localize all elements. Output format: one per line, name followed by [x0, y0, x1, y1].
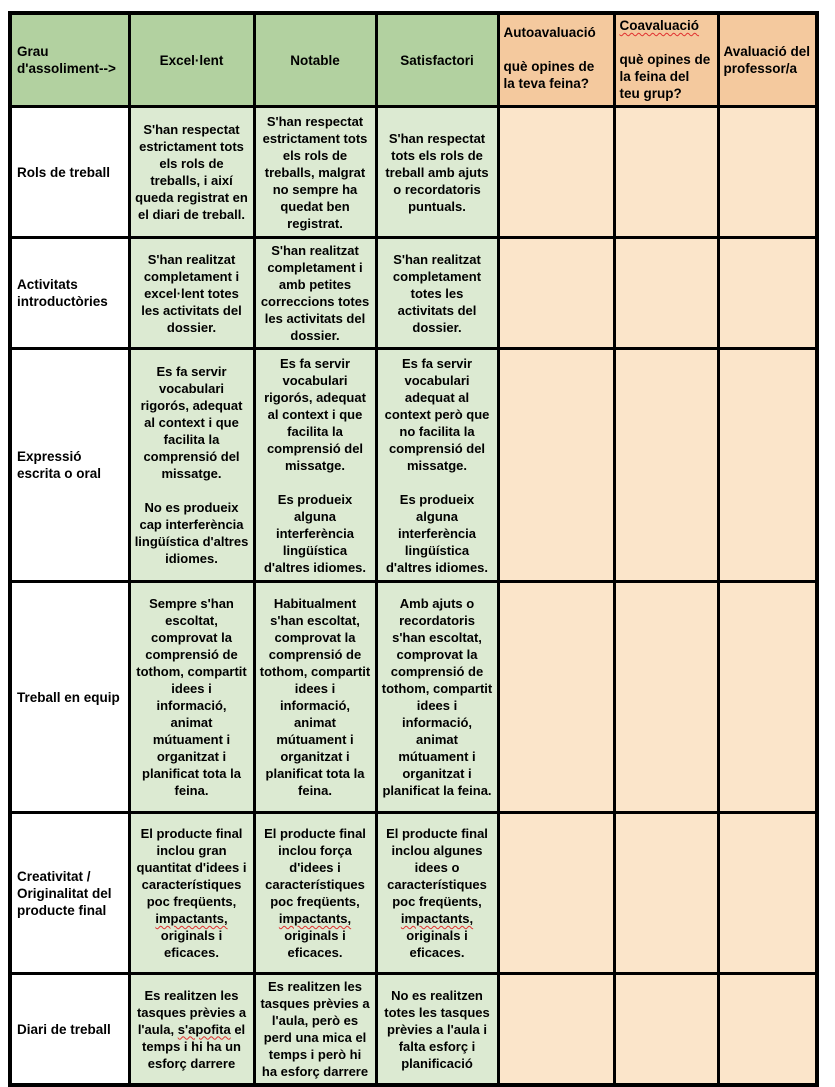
spacer [620, 34, 713, 51]
paragraph: Es produeix alguna interferència lingüística d'altres idiomes. [263, 491, 367, 575]
paragraph: Es fa servir vocabulari rigorós, adequat al context i que facilita la comprensió del missatge. [140, 364, 243, 481]
header-row [10, 13, 817, 107]
expressio-notable-cell [254, 349, 376, 582]
header-coavaluacio [614, 13, 718, 107]
diari-autoavaluacio-cell [498, 974, 614, 1086]
row-activitats-introductories [10, 238, 817, 349]
activitats-coavaluacio-cell [614, 238, 718, 349]
diari-satisfactori-cell: No es realitzen totes les tasques prèvies a l'aula i falta esforç i planificació [376, 974, 498, 1086]
row-rols-de-treball [10, 107, 817, 238]
header-excellent: Excel·lent [129, 13, 254, 107]
header-notable: Notable [254, 13, 376, 107]
equip-notable-cell: Habitualment s'han escoltat, comprovat la comprensió de tothom, compartit idees i informació, animat mútuament i organitzat i planificat tota la feina. [254, 582, 376, 813]
equip-coavaluacio-cell [614, 582, 718, 813]
row-diari-de-treball [10, 974, 817, 1086]
text-segment: El producte final inclou gran quantitat d'idees i característiques poc freqüents, [136, 826, 247, 909]
equip-professor-cell [718, 582, 817, 813]
text-segment: El producte final inclou força d'idees i característiques poc freqüents, [264, 826, 366, 909]
expressio-professor-cell [718, 349, 817, 582]
rols-notable-cell: S'han respectat estrictament tots els rols de treballs, malgrat no sempre ha quedat ben registrat. [254, 107, 376, 238]
expressio-satisfactori-cell [376, 349, 498, 582]
activitats-notable-cell: S'han realitzat completament i amb petites correccions totes les activitats del dossier. [254, 238, 376, 349]
autoavaluacio-subtitle: què opines de la teva feina? [503, 59, 595, 91]
activitats-satisfactori-cell: S'han realitzat completament totes les activitats del dossier. [376, 238, 498, 349]
text-segment: El producte final inclou algunes idees o característiques poc freqüents, [386, 826, 488, 909]
equip-excellent-cell: Sempre s'han escoltat, comprovat la comprensió de tothom, compartit idees i informació, animat mútuament i organitzat i planificat tota la feina. [129, 582, 254, 813]
header-grau-assoliment: Grau d'assoliment--> [10, 13, 129, 107]
row-treball-en-equip [10, 582, 817, 813]
text-segment: originals i eficaces. [406, 928, 468, 960]
header-satisfactori: Satisfactori [376, 13, 498, 107]
expressio-coavaluacio-cell [614, 349, 718, 582]
rols-satisfactori-cell: S'han respectat tots els rols de treball amb ajuts o recordatoris puntuals. [376, 107, 498, 238]
activitats-professor-cell [718, 238, 817, 349]
paragraph: Es produeix alguna interferència lingüística d'altres idiomes. [385, 491, 489, 575]
autoavaluacio-title: Autoavaluació [503, 25, 596, 40]
creativitat-notable-cell [254, 813, 376, 974]
coavaluacio-title: Coavaluació [619, 18, 700, 33]
expressio-excellent-cell [129, 349, 254, 582]
creativitat-autoavaluacio-cell [498, 813, 614, 974]
criterion-diari-de-treball: Diari de treball [10, 974, 129, 1086]
rols-professor-cell [718, 107, 817, 238]
misspelled-word: s'apofita [177, 1021, 231, 1037]
creativitat-satisfactori-cell [376, 813, 498, 974]
diari-coavaluacio-cell [614, 974, 718, 1086]
text-segment: originals i eficaces. [160, 928, 223, 960]
equip-autoavaluacio-cell [498, 582, 614, 813]
rols-autoavaluacio-cell [498, 107, 614, 238]
spacer [504, 41, 609, 58]
criterion-activitats-introductories: Activitats introductòries [10, 238, 129, 349]
diari-professor-cell [718, 974, 817, 1086]
criterion-rols-de-treball: Rols de treball [10, 107, 129, 238]
diari-notable-cell: Es realitzen les tasques prèvies a l'aula, però es perd una mica el temps i però hi ha esforç darrere [254, 974, 376, 1086]
equip-satisfactori-cell: Amb ajuts o recordatoris s'han escoltat, comprovat la comprensió de tothom, compartit idees i informació, animat mútuament i organitzat i planificat la feina. [376, 582, 498, 813]
creativitat-coavaluacio-cell [614, 813, 718, 974]
text-segment: originals i eficaces. [284, 928, 346, 960]
criterion-treball-en-equip: Treball en equip [10, 582, 129, 813]
activitats-excellent-cell: S'han realitzat completament i excel·lent totes les activitats del dossier. [129, 238, 254, 349]
misspelled-word: impactants, [278, 911, 352, 926]
text-segment: Es realitzen les tasques prèvies a l'aula, [136, 987, 247, 1037]
rubric-table [8, 11, 819, 1087]
paragraph: No es produeix cap interferència lingüística d'altres idiomes. [134, 500, 249, 566]
rols-excellent-cell: S'han respectat estrictament tots els rols de treballs, i així queda registrat en el diari de treball. [129, 107, 254, 238]
header-avaluacio-professor: Avaluació del professor/a [718, 13, 817, 107]
row-expressio-escrita-o-oral [10, 349, 817, 582]
header-autoavaluacio [498, 13, 614, 107]
misspelled-word: impactants, [400, 911, 474, 926]
expressio-autoavaluacio-cell [498, 349, 614, 582]
creativitat-excellent-cell [129, 813, 254, 974]
criterion-expressio-escrita: Expressió escrita o oral [10, 349, 129, 582]
coavaluacio-subtitle: què opines de la feina del teu grup? [619, 52, 711, 101]
criterion-creativitat: Creativitat / Originalitat del producte final [10, 813, 129, 974]
creativitat-professor-cell [718, 813, 817, 974]
row-creativitat-originalitat [10, 813, 817, 974]
misspelled-word: impactants, [155, 911, 228, 926]
activitats-autoavaluacio-cell [498, 238, 614, 349]
paragraph: Es fa servir vocabulari rigorós, adequat al context i que facilita la comprensió del missatge. [264, 355, 366, 473]
rols-coavaluacio-cell [614, 107, 718, 238]
diari-excellent-cell [129, 974, 254, 1086]
text-segment: el temps i hi ha un esforç darrere [142, 1021, 246, 1071]
paragraph: Es fa servir vocabulari adequat al context però que no facilita la comprensió del missatge. [384, 355, 490, 473]
